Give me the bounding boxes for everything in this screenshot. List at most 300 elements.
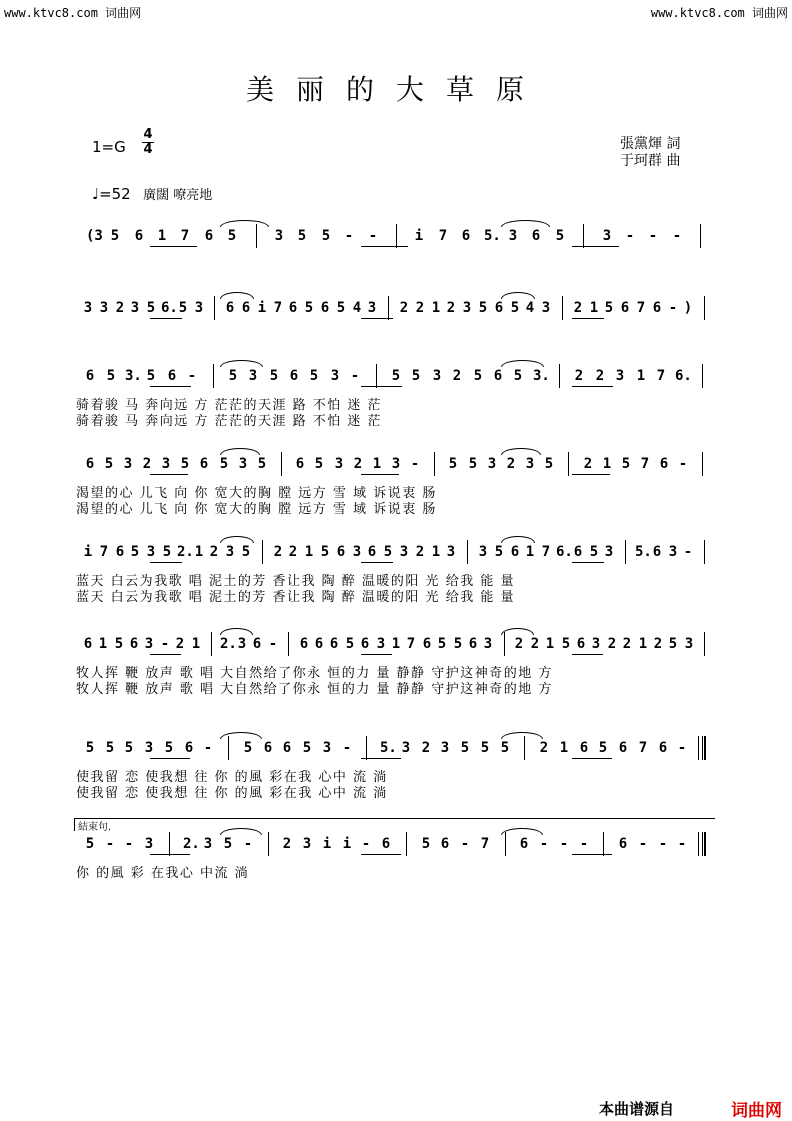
bar-line xyxy=(698,832,699,856)
note: 3 xyxy=(367,300,377,316)
bar-line xyxy=(704,736,706,760)
note: 6 xyxy=(381,836,391,852)
note: - xyxy=(677,740,687,756)
note: 6 xyxy=(461,228,471,244)
note: 3 xyxy=(146,544,156,560)
bar-line xyxy=(702,452,703,476)
note: 5. xyxy=(380,740,397,756)
note: 5 xyxy=(468,456,478,472)
note: 6 xyxy=(573,544,583,560)
beam-line xyxy=(361,562,393,563)
note: 3 xyxy=(203,836,213,852)
note: 5 xyxy=(314,456,324,472)
note: 7 xyxy=(656,368,666,384)
bar-line xyxy=(256,224,257,248)
note: 1 xyxy=(636,368,646,384)
beam-line xyxy=(150,562,182,563)
bar-line xyxy=(559,364,560,388)
note: 5 xyxy=(621,456,631,472)
note: 6 xyxy=(241,300,251,316)
note: 5 xyxy=(219,456,229,472)
bar-line xyxy=(704,296,705,320)
lyric-line-1: 使我留 恋 使我想 往 你 的風 彩在我 心中 流 淌 xyxy=(76,770,388,785)
note: 6 xyxy=(329,636,339,652)
page-title: 美丽的大草原 xyxy=(245,73,546,106)
note: 2 xyxy=(282,836,292,852)
note: - xyxy=(203,740,213,756)
lyric-line-2: 渴望的心 儿飞 向 你 宽大的胸 膛 远方 雪 域 诉说衷 肠 xyxy=(76,502,437,517)
note: 5 xyxy=(336,300,346,316)
note: 3 xyxy=(604,544,614,560)
note: 5 xyxy=(227,228,237,244)
slur xyxy=(220,628,253,635)
note: 2 xyxy=(583,456,593,472)
note: 6 xyxy=(282,740,292,756)
beam-line xyxy=(150,246,197,247)
bar-line xyxy=(262,540,263,564)
beam-line xyxy=(572,758,612,759)
note: 3 xyxy=(322,740,332,756)
note: 3 xyxy=(144,836,154,852)
bar-line xyxy=(603,832,604,856)
note: 3 xyxy=(462,300,472,316)
lyric-line-2: 蓝天 白云为我歌 唱 泥土的芳 香让我 陶 醉 温暖的阳 光 给我 能 量 xyxy=(76,590,515,605)
note: 5 xyxy=(302,740,312,756)
note: 2 xyxy=(506,456,516,472)
note: 6 xyxy=(519,836,529,852)
note: 3 xyxy=(399,544,409,560)
note: 6 xyxy=(658,740,668,756)
note: 6 xyxy=(494,300,504,316)
note: 3 xyxy=(83,300,93,316)
note: 6 xyxy=(204,228,214,244)
note: 3 xyxy=(330,368,340,384)
beam-line xyxy=(361,654,392,655)
lyric-line-1: 骑着骏 马 奔向远 方 茫茫的天涯 路 不怕 迷 茫 xyxy=(76,398,383,413)
note: 2 xyxy=(452,368,462,384)
note: 5 xyxy=(180,456,190,472)
lyric-line-1: 蓝天 白云为我歌 唱 泥土的芳 香让我 陶 醉 温暖的阳 光 给我 能 量 xyxy=(76,574,515,589)
beam-line xyxy=(572,386,613,387)
note: 5 xyxy=(178,300,188,316)
note: 1 xyxy=(602,456,612,472)
note: 5 xyxy=(473,368,483,384)
beam-line xyxy=(150,758,190,759)
note: 3 xyxy=(483,636,493,652)
note: 5 xyxy=(228,368,238,384)
beam-line xyxy=(361,246,408,247)
note: 3. xyxy=(125,368,142,384)
note: 5 xyxy=(304,300,314,316)
note: 3 xyxy=(334,456,344,472)
note: - xyxy=(350,368,360,384)
note: i xyxy=(257,300,267,316)
beam-line xyxy=(361,474,399,475)
note: 7 xyxy=(541,544,551,560)
note: 3 xyxy=(144,636,154,652)
slur xyxy=(501,360,544,367)
note: 2 xyxy=(175,636,185,652)
bar-line xyxy=(524,736,525,760)
note: 5 xyxy=(106,368,116,384)
note: 6 xyxy=(289,368,299,384)
note: 6. xyxy=(161,300,178,316)
note: 6. xyxy=(675,368,692,384)
note: - xyxy=(559,836,569,852)
note: 3 xyxy=(130,300,140,316)
tempo-marking xyxy=(92,184,212,203)
note: 3 xyxy=(525,456,535,472)
note: 3 xyxy=(225,544,235,560)
note: 5 xyxy=(598,740,608,756)
note: i xyxy=(342,836,352,852)
bar-line xyxy=(434,452,435,476)
bar-line xyxy=(562,296,563,320)
note: 5 xyxy=(500,740,510,756)
note: 5 xyxy=(510,300,520,316)
slur xyxy=(220,292,254,299)
slur xyxy=(501,536,535,543)
note: - xyxy=(672,228,682,244)
note: 6. xyxy=(556,544,573,560)
watermark-right: www.ktvc8.com 词曲网 xyxy=(650,6,788,20)
note: 5 xyxy=(85,740,95,756)
note: 3 xyxy=(440,740,450,756)
lyric-line-2: 使我留 恋 使我想 往 你 的風 彩在我 心中 流 淌 xyxy=(76,786,388,801)
note: 3 xyxy=(376,636,386,652)
note: - xyxy=(678,456,688,472)
slur xyxy=(501,628,534,635)
bar-line xyxy=(504,632,505,656)
note: 3 xyxy=(302,836,312,852)
beam-line xyxy=(572,654,603,655)
bar-line xyxy=(288,632,289,656)
note: 5 xyxy=(110,228,120,244)
note: 6 xyxy=(225,300,235,316)
note: 6 xyxy=(167,368,177,384)
note: 2 xyxy=(415,300,425,316)
beam-line xyxy=(361,318,393,319)
note: 5 xyxy=(589,544,599,560)
bar-line xyxy=(702,832,703,856)
note: 2 xyxy=(273,544,283,560)
beam-line xyxy=(150,386,191,387)
note: 5 xyxy=(297,228,307,244)
note: 3. xyxy=(533,368,550,384)
note: 2 xyxy=(574,368,584,384)
note: 2 xyxy=(288,544,298,560)
note: 5 xyxy=(105,740,115,756)
note: i xyxy=(322,836,332,852)
note: - xyxy=(625,228,635,244)
note: 5 xyxy=(513,368,523,384)
note: 5 xyxy=(453,636,463,652)
bar-line xyxy=(268,832,269,856)
note: 5 xyxy=(478,300,488,316)
bar-line xyxy=(702,364,703,388)
note: 5 xyxy=(561,636,571,652)
note: 5 xyxy=(345,636,355,652)
note: 6 xyxy=(288,300,298,316)
note: 3 xyxy=(194,300,204,316)
ending-label: 結束句. xyxy=(78,822,112,833)
note: - xyxy=(579,836,589,852)
lyric-line-2: 骑着骏 马 奔向远 方 茫茫的天涯 路 不怕 迷 茫 xyxy=(76,414,383,429)
note: 5 xyxy=(320,544,330,560)
note: 5 xyxy=(243,740,253,756)
note: 7 xyxy=(406,636,416,652)
bar-line xyxy=(169,832,170,856)
note: 2 xyxy=(653,636,663,652)
note: 5 xyxy=(460,740,470,756)
note: 7 xyxy=(640,456,650,472)
note: 2 xyxy=(573,300,583,316)
note: 5 xyxy=(223,836,233,852)
slur xyxy=(501,732,543,739)
note: 5 xyxy=(321,228,331,244)
note: 3 xyxy=(684,636,694,652)
note: 5 xyxy=(604,300,614,316)
time-sig-bottom: 4 xyxy=(143,142,153,157)
note: 2 xyxy=(353,456,363,472)
note: 6 xyxy=(468,636,478,652)
note: 3 xyxy=(401,740,411,756)
bar-line xyxy=(406,832,407,856)
note: 5 xyxy=(114,636,124,652)
note: 1 xyxy=(559,740,569,756)
note: 6 xyxy=(652,300,662,316)
note: - xyxy=(677,836,687,852)
composer: 于珂群 曲 xyxy=(620,153,681,169)
note: 5 xyxy=(241,544,251,560)
note: 5 xyxy=(257,456,267,472)
note: 1 xyxy=(638,636,648,652)
note: 5 xyxy=(85,836,95,852)
note: 3 xyxy=(668,544,678,560)
note: 5 xyxy=(146,368,156,384)
bar-line xyxy=(698,736,699,760)
note: 3 xyxy=(352,544,362,560)
note: 2 xyxy=(607,636,617,652)
note: 3 xyxy=(508,228,518,244)
note: 2 xyxy=(142,456,152,472)
note: 3 xyxy=(615,368,625,384)
note: 5 xyxy=(668,636,678,652)
time-sig-top: 4 xyxy=(143,127,153,142)
bar-line xyxy=(700,224,701,248)
note: 1 xyxy=(391,636,401,652)
lyric-line-2: 牧人挥 鞭 放声 歌 唱 大自然给了你永 恒的力 量 静静 守护这神奇的地 方 xyxy=(76,682,553,697)
bar-line xyxy=(467,540,468,564)
note: 6 xyxy=(659,456,669,472)
note: 5 xyxy=(104,456,114,472)
note: 4 xyxy=(352,300,362,316)
note: 2 xyxy=(209,544,219,560)
note: 7 xyxy=(273,300,283,316)
note: 5 xyxy=(162,544,172,560)
note: 3 xyxy=(487,456,497,472)
ending-bracket xyxy=(74,818,715,831)
note: - xyxy=(368,228,378,244)
lyric-line-1: 渴望的心 儿飞 向 你 宽大的胸 膛 远方 雪 域 诉说衷 肠 xyxy=(76,486,437,501)
note: 6 xyxy=(422,636,432,652)
slur xyxy=(220,732,262,739)
note: 2 xyxy=(595,368,605,384)
bar-line xyxy=(228,736,229,760)
note: 6 xyxy=(367,544,377,560)
note: 7 xyxy=(180,228,190,244)
note: 6 xyxy=(263,740,273,756)
note: - xyxy=(105,836,115,852)
note: 2 xyxy=(539,740,549,756)
note: 6 xyxy=(85,368,95,384)
note: - xyxy=(268,636,278,652)
bar-line xyxy=(396,224,397,248)
beam-line xyxy=(150,474,188,475)
note: - xyxy=(344,228,354,244)
note: 7 xyxy=(438,228,448,244)
beam-line xyxy=(572,318,604,319)
note: - xyxy=(683,544,693,560)
note: 6 xyxy=(620,300,630,316)
note: 1 xyxy=(304,544,314,560)
note: 6 xyxy=(531,228,541,244)
bar-line xyxy=(281,452,282,476)
note: 6 xyxy=(83,636,93,652)
note: - xyxy=(410,456,420,472)
note: - xyxy=(658,836,668,852)
note: 1 xyxy=(545,636,555,652)
lyric-line-1: 牧人挥 鞭 放声 歌 唱 大自然给了你永 恒的力 量 静静 守护这神奇的地 方 xyxy=(76,666,553,681)
note: 7 xyxy=(99,544,109,560)
slur xyxy=(220,448,260,455)
beam-line xyxy=(150,854,190,855)
bar-line xyxy=(376,364,377,388)
beam-line xyxy=(361,758,401,759)
note: 3 xyxy=(123,456,133,472)
note: 3 xyxy=(446,544,456,560)
note: 1 xyxy=(98,636,108,652)
slur xyxy=(220,536,254,543)
beam-line xyxy=(572,474,610,475)
note: - xyxy=(539,836,549,852)
note: 2 xyxy=(622,636,632,652)
note: 1 xyxy=(525,544,535,560)
footer-source: 本曲谱源自 xyxy=(598,1100,674,1118)
note: 5 xyxy=(391,368,401,384)
bar-line xyxy=(211,632,212,656)
note: 2 xyxy=(115,300,125,316)
note: 5. xyxy=(635,544,652,560)
note: - xyxy=(124,836,134,852)
bar-line xyxy=(704,832,706,856)
note: 2. xyxy=(220,636,237,652)
note: 3 xyxy=(541,300,551,316)
beam-line xyxy=(572,854,612,855)
bar-line xyxy=(704,632,705,656)
note: 6 xyxy=(199,456,209,472)
note: 1 xyxy=(431,300,441,316)
note: 5 xyxy=(309,368,319,384)
note: 4 xyxy=(525,300,535,316)
beam-line xyxy=(572,562,604,563)
note: 2. xyxy=(183,836,200,852)
bar-line xyxy=(214,296,215,320)
footer-site: 词曲网 xyxy=(731,1101,782,1121)
note: 1 xyxy=(589,300,599,316)
note: 5 xyxy=(146,300,156,316)
note: 6 xyxy=(314,636,324,652)
note: - xyxy=(460,836,470,852)
note: 1 xyxy=(191,636,201,652)
bar-line xyxy=(388,296,389,320)
note: 5 xyxy=(555,228,565,244)
note: 2 xyxy=(514,636,524,652)
note: 5 xyxy=(383,544,393,560)
note: 5 xyxy=(124,740,134,756)
note: 6 xyxy=(336,544,346,560)
note: 6 xyxy=(440,836,450,852)
beam-line xyxy=(361,854,401,855)
bar-line xyxy=(366,736,367,760)
note: 3 xyxy=(237,636,247,652)
note: 6 xyxy=(360,636,370,652)
note: - xyxy=(638,836,648,852)
note: 3 xyxy=(161,456,171,472)
note: 6 xyxy=(129,636,139,652)
note: 5 xyxy=(480,740,490,756)
note: 3 xyxy=(591,636,601,652)
note: ) xyxy=(683,300,693,316)
tempo-note: ♩=52 xyxy=(92,185,131,203)
slur xyxy=(220,360,263,367)
note: 6 xyxy=(252,636,262,652)
note: 6 xyxy=(576,636,586,652)
note: 6 xyxy=(85,456,95,472)
slur xyxy=(501,220,550,227)
note: 6 xyxy=(618,740,628,756)
bar-line xyxy=(213,364,214,388)
note: 7 xyxy=(636,300,646,316)
note: 7 xyxy=(480,836,490,852)
lyric-line-1: 你 的風 彩 在我心 中流 淌 xyxy=(76,866,250,881)
note: 5 xyxy=(411,368,421,384)
bar-line xyxy=(583,224,584,248)
note: 5 xyxy=(448,456,458,472)
note: 5 xyxy=(494,544,504,560)
note: 5 xyxy=(130,544,140,560)
bar-line xyxy=(625,540,626,564)
note: 6 xyxy=(299,636,309,652)
note: 6 xyxy=(184,740,194,756)
note: 5 xyxy=(544,456,554,472)
note: 3 xyxy=(238,456,248,472)
note: 7 xyxy=(638,740,648,756)
credits xyxy=(620,136,680,170)
note: 2 xyxy=(530,636,540,652)
note: 5 xyxy=(164,740,174,756)
note: 6 xyxy=(134,228,144,244)
note: 3 xyxy=(602,228,612,244)
note: 1 xyxy=(431,544,441,560)
bar-line xyxy=(702,736,703,760)
note: 6 xyxy=(618,836,628,852)
slur xyxy=(501,448,541,455)
note: 2 xyxy=(399,300,409,316)
note: - xyxy=(361,836,371,852)
note: 1 xyxy=(194,544,204,560)
note: 6 xyxy=(493,368,503,384)
